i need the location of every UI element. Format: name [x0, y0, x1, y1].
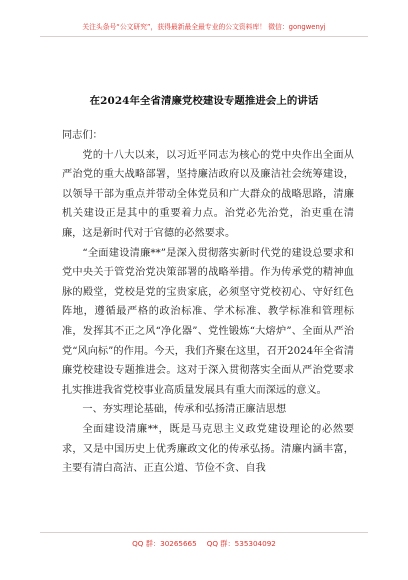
paragraph-1: 党的十八大以来，以习近平同志为核心的党中央作出全面从严治党的重大战略部署，坚持廉洁政府以及廉洁社会统筹建设，以领导干部为重点并带动全体党员和广大群众的战略思路，清廉机关建设正是其中的重要着力点。治党必先治党，治吏重在清廉，这是新时代对于官德的必然要求。	[62, 149, 354, 239]
salutation: 同志们：	[62, 130, 103, 141]
header-notice: 关注头条号“公文研究”，获得最新最全最专业的公文资料库！ 微信：gongwenyj	[82, 23, 326, 31]
section-paragraph: 全面建设清廉**，既是马克思主义政党建设理论的必然要求，又是中国历史上优秀廉政文化的传承弘扬。清廉内涵丰富，主要有清白高洁、正直公道、节俭不贪、自我	[62, 423, 354, 475]
section-heading: 一、夯实理论基础，传承和弘扬清正廉洁思想	[82, 404, 287, 416]
page-header	[40, 16, 368, 37]
document-title: 在2024年全省清廉党校建设专题推进会上的讲话	[89, 95, 319, 107]
document-body	[62, 126, 354, 479]
paragraph-2: “全面建设清廉**”是深入贯彻落实新时代党的建设总要求和党中央关于管党治党决策部署的战略举措。作为传承党的精神血脉的殿堂，党校是党的宝贵家底，必须坚守党校初心、守好红色阵地，遵循最严格的政治标准、学术标准、教学标准和管理标准，发挥其不正之风“净化器”、党性锻炼“大熔炉”、全面从严治党“风向标”的作用。今天，我们齐聚在这里，召开2024年全省清廉党校建设专题推进会。这对于深入贯彻落实全面从严治党要求扎实推进我省党校事业高质量发展具有重大而深远的意义。	[62, 247, 354, 396]
footer-qq-group-2: QQ 群：535304092	[206, 539, 276, 548]
page-footer	[40, 532, 368, 549]
footer-qq-group-1: QQ 群：30265665	[132, 539, 197, 548]
